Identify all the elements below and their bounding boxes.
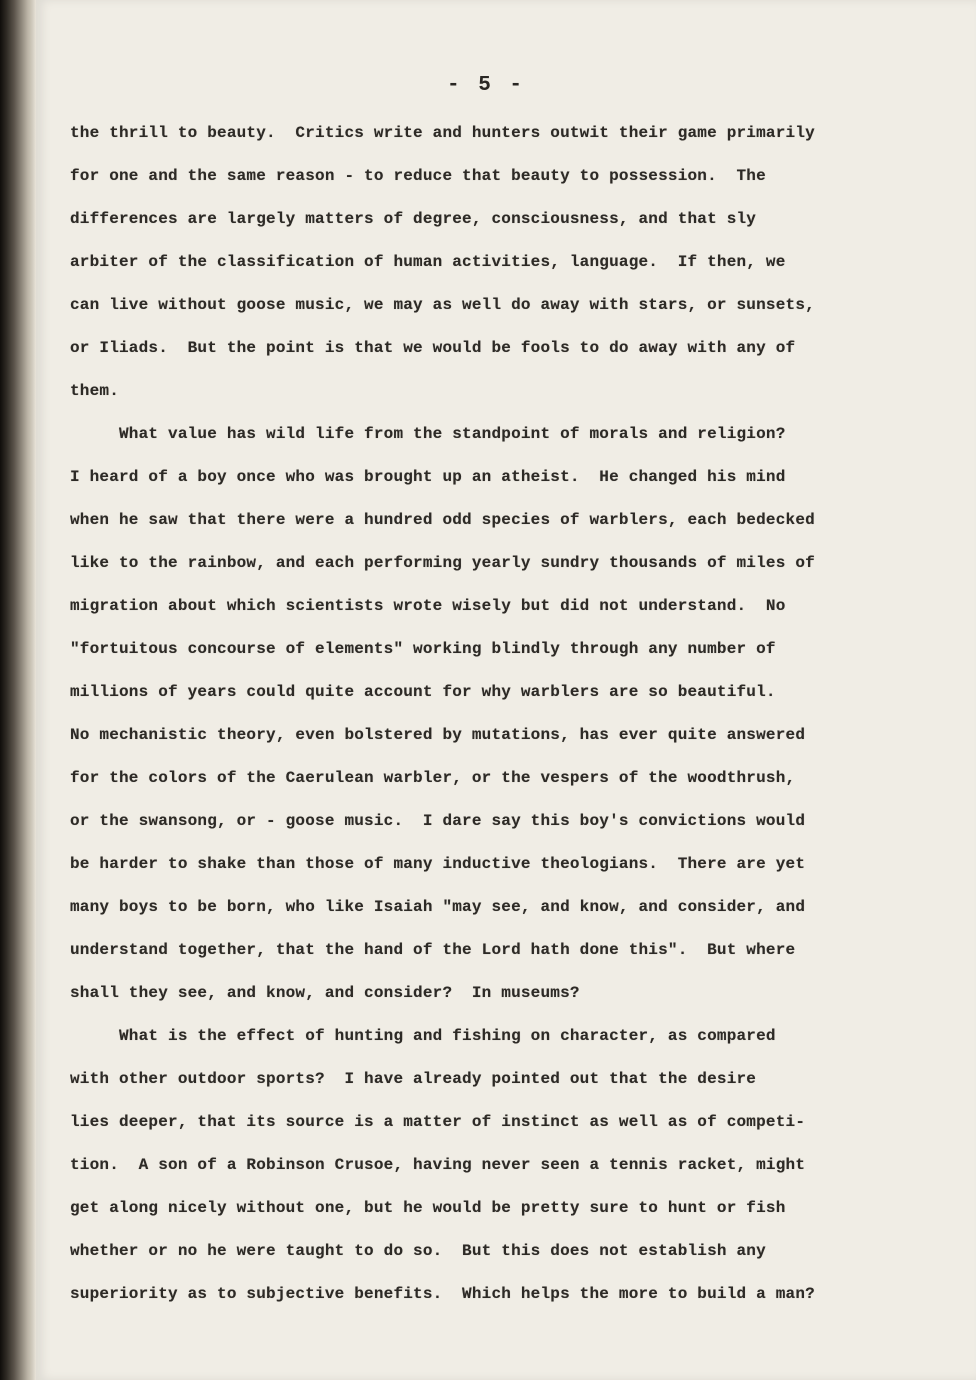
text-line: differences are largely matters of degree, consciousness, and that sly: [70, 210, 757, 228]
text-line: millions of years could quite account for why warblers are so beautiful.: [70, 683, 776, 701]
text-line: understand together, that the hand of the Lord hath done this". But where: [70, 941, 796, 959]
text-line: or Iliads. But the point is that we would be fools to do away with any of: [70, 339, 796, 357]
text-line: for one and the same reason - to reduce that beauty to possession. The: [70, 167, 766, 185]
text-line: lies deeper, that its source is a matter of instinct as well as of competi-: [70, 1113, 806, 1131]
text-line: be harder to shake than those of many inductive theologians. There are yet: [70, 855, 806, 873]
text-line: get along nicely without one, but he would be pretty sure to hunt or fish: [70, 1199, 786, 1217]
text-line: like to the rainbow, and each performing yearly sundry thousands of miles of: [70, 554, 815, 572]
page-number: - 5 -: [446, 74, 525, 97]
typewritten-page: [36, 0, 976, 1380]
text-line: arbiter of the classification of human activities, language. If then, we: [70, 253, 786, 271]
text-line: What is the effect of hunting and fishing on character, as compared: [70, 1027, 776, 1045]
text-line: for the colors of the Caerulean warbler, or the vespers of the woodthrush,: [70, 769, 796, 787]
text-line: with other outdoor sports? I have already pointed out that the desire: [70, 1070, 757, 1088]
body-text: [70, 112, 950, 1316]
binding-edge: [0, 0, 36, 1380]
text-line: them.: [70, 382, 120, 400]
text-line: tion. A son of a Robinson Crusoe, having never seen a tennis racket, might: [70, 1156, 806, 1174]
text-line: the thrill to beauty. Critics write and hunters outwit their game primarily: [70, 124, 815, 142]
text-line: when he saw that there were a hundred odd species of warblers, each bedecked: [70, 511, 815, 529]
text-line: or the swansong, or - goose music. I dare say this boy's convictions would: [70, 812, 806, 830]
text-line: can live without goose music, we may as well do away with stars, or sunsets,: [70, 296, 815, 314]
text-line: I heard of a boy once who was brought up an atheist. He changed his mind: [70, 468, 786, 486]
text-line: migration about which scientists wrote wisely but did not understand. No: [70, 597, 786, 615]
text-line: whether or no he were taught to do so. But this does not establish any: [70, 1242, 766, 1260]
text-line: No mechanistic theory, even bolstered by mutations, has ever quite answered: [70, 726, 806, 744]
text-line: shall they see, and know, and consider? In museums?: [70, 984, 580, 1002]
text-line: many boys to be born, who like Isaiah "may see, and know, and consider, and: [70, 898, 806, 916]
text-line: superiority as to subjective benefits. Which helps the more to build a man?: [70, 1285, 815, 1303]
text-line: What value has wild life from the standpoint of morals and religion?: [70, 425, 786, 443]
text-line: "fortuitous concourse of elements" working blindly through any number of: [70, 640, 776, 658]
